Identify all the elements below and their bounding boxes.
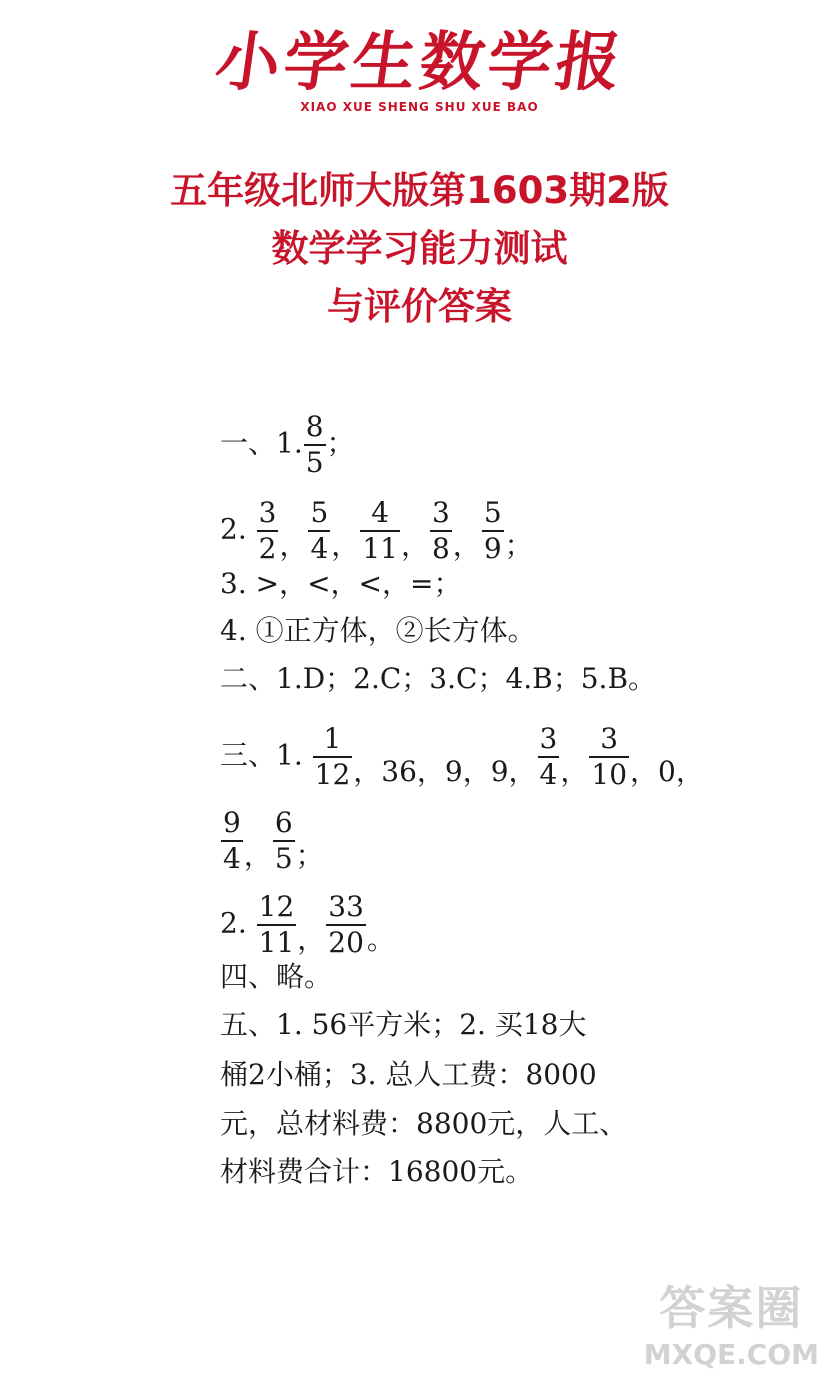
fraction xyxy=(482,496,504,566)
answer-3-2 xyxy=(220,890,395,959)
answer-1-3: 3. >，<，<，=； xyxy=(220,567,462,600)
numerator: 3 xyxy=(431,496,450,529)
comma: ， xyxy=(400,529,429,562)
fraction xyxy=(430,496,452,566)
fraction xyxy=(360,496,400,566)
numerator: 5 xyxy=(310,496,329,529)
comma: ， xyxy=(560,755,589,788)
fraction xyxy=(257,496,279,566)
answer-1-4: 4. ①正方体，②长方体。 xyxy=(220,614,536,647)
answer-1-1 xyxy=(220,410,355,479)
answer-text: 2. xyxy=(220,512,247,546)
answer-3-1 xyxy=(220,722,704,791)
answer-5-line-4: 材料费合计：16800元。 xyxy=(220,1155,534,1188)
denominator: 20 xyxy=(328,926,364,959)
answer-text: ，0， xyxy=(630,755,704,788)
denominator: 5 xyxy=(305,446,324,479)
comma: ， xyxy=(243,839,272,872)
denominator: 4 xyxy=(310,532,329,565)
period: 。 xyxy=(366,923,395,956)
answer-5-line-2: 桶2小桶；3. 总人工费：8000 xyxy=(220,1058,597,1091)
denominator: 11 xyxy=(258,926,295,959)
denominator: 4 xyxy=(539,758,558,791)
fraction xyxy=(538,722,560,792)
semicolon: ； xyxy=(295,839,324,872)
denominator: 10 xyxy=(591,758,628,791)
answer-4: 四、略。 xyxy=(220,960,333,993)
answer-text: ； xyxy=(326,426,355,460)
logo-pinyin: XIAO XUE SHENG SHU XUE BAO xyxy=(300,100,539,114)
numerator: 1 xyxy=(323,722,342,755)
numerator: 9 xyxy=(223,806,241,839)
denominator: 2 xyxy=(258,532,277,565)
title-line-2: 数学学习能力测试 xyxy=(271,227,568,270)
fraction xyxy=(589,722,629,792)
comma: ， xyxy=(452,529,481,562)
fraction xyxy=(257,890,297,960)
comma: ， xyxy=(279,529,308,562)
numerator: 3 xyxy=(258,496,277,529)
fraction xyxy=(273,806,295,876)
title-line-3: 与评价答案 xyxy=(327,285,512,328)
numerator: 5 xyxy=(483,496,502,529)
denominator: 8 xyxy=(431,532,450,565)
watermark-cn: 答案圈 xyxy=(659,1281,804,1335)
numerator: 33 xyxy=(328,890,364,923)
fraction xyxy=(326,890,366,960)
watermark-en: MXQE.COM xyxy=(643,1338,819,1371)
answer-text: ，36，9，9， xyxy=(353,755,537,788)
fraction xyxy=(308,496,330,566)
answer-text: 三、1. xyxy=(220,738,303,772)
fraction xyxy=(313,722,353,792)
answer-text: 2. xyxy=(220,906,247,940)
site-watermark xyxy=(644,1272,819,1371)
denominator: 11 xyxy=(362,532,398,565)
title-line-1: 五年级北师大版第1603期2版 xyxy=(170,169,669,212)
answer-5-line-1: 五、1. 56平方米；2. 买18大 xyxy=(220,1008,587,1041)
denominator: 12 xyxy=(314,758,351,791)
answer-1-2 xyxy=(220,496,533,565)
fraction xyxy=(304,410,326,480)
numerator: 3 xyxy=(600,722,619,755)
denominator: 9 xyxy=(483,532,502,565)
newspaper-logo: 小学生数学报 xyxy=(210,25,629,100)
comma: ， xyxy=(297,923,326,956)
numerator: 6 xyxy=(274,806,293,839)
semicolon: ； xyxy=(504,529,533,562)
denominator: 4 xyxy=(223,842,241,875)
numerator: 12 xyxy=(258,890,295,923)
numerator: 4 xyxy=(371,496,390,529)
comma: ， xyxy=(331,529,360,562)
answer-text: 一、1. xyxy=(220,426,303,460)
masthead xyxy=(0,25,839,114)
answer-3-1-cont xyxy=(220,806,324,875)
numerator: 8 xyxy=(305,410,324,443)
numerator: 3 xyxy=(539,722,558,755)
answer-5-line-3: 元，总材料费：8800元，人工、 xyxy=(220,1107,628,1140)
denominator: 5 xyxy=(274,842,293,875)
fraction xyxy=(221,806,243,876)
answer-2: 二、1.D；2.C；3.C；4.B；5.B。 xyxy=(220,662,657,695)
